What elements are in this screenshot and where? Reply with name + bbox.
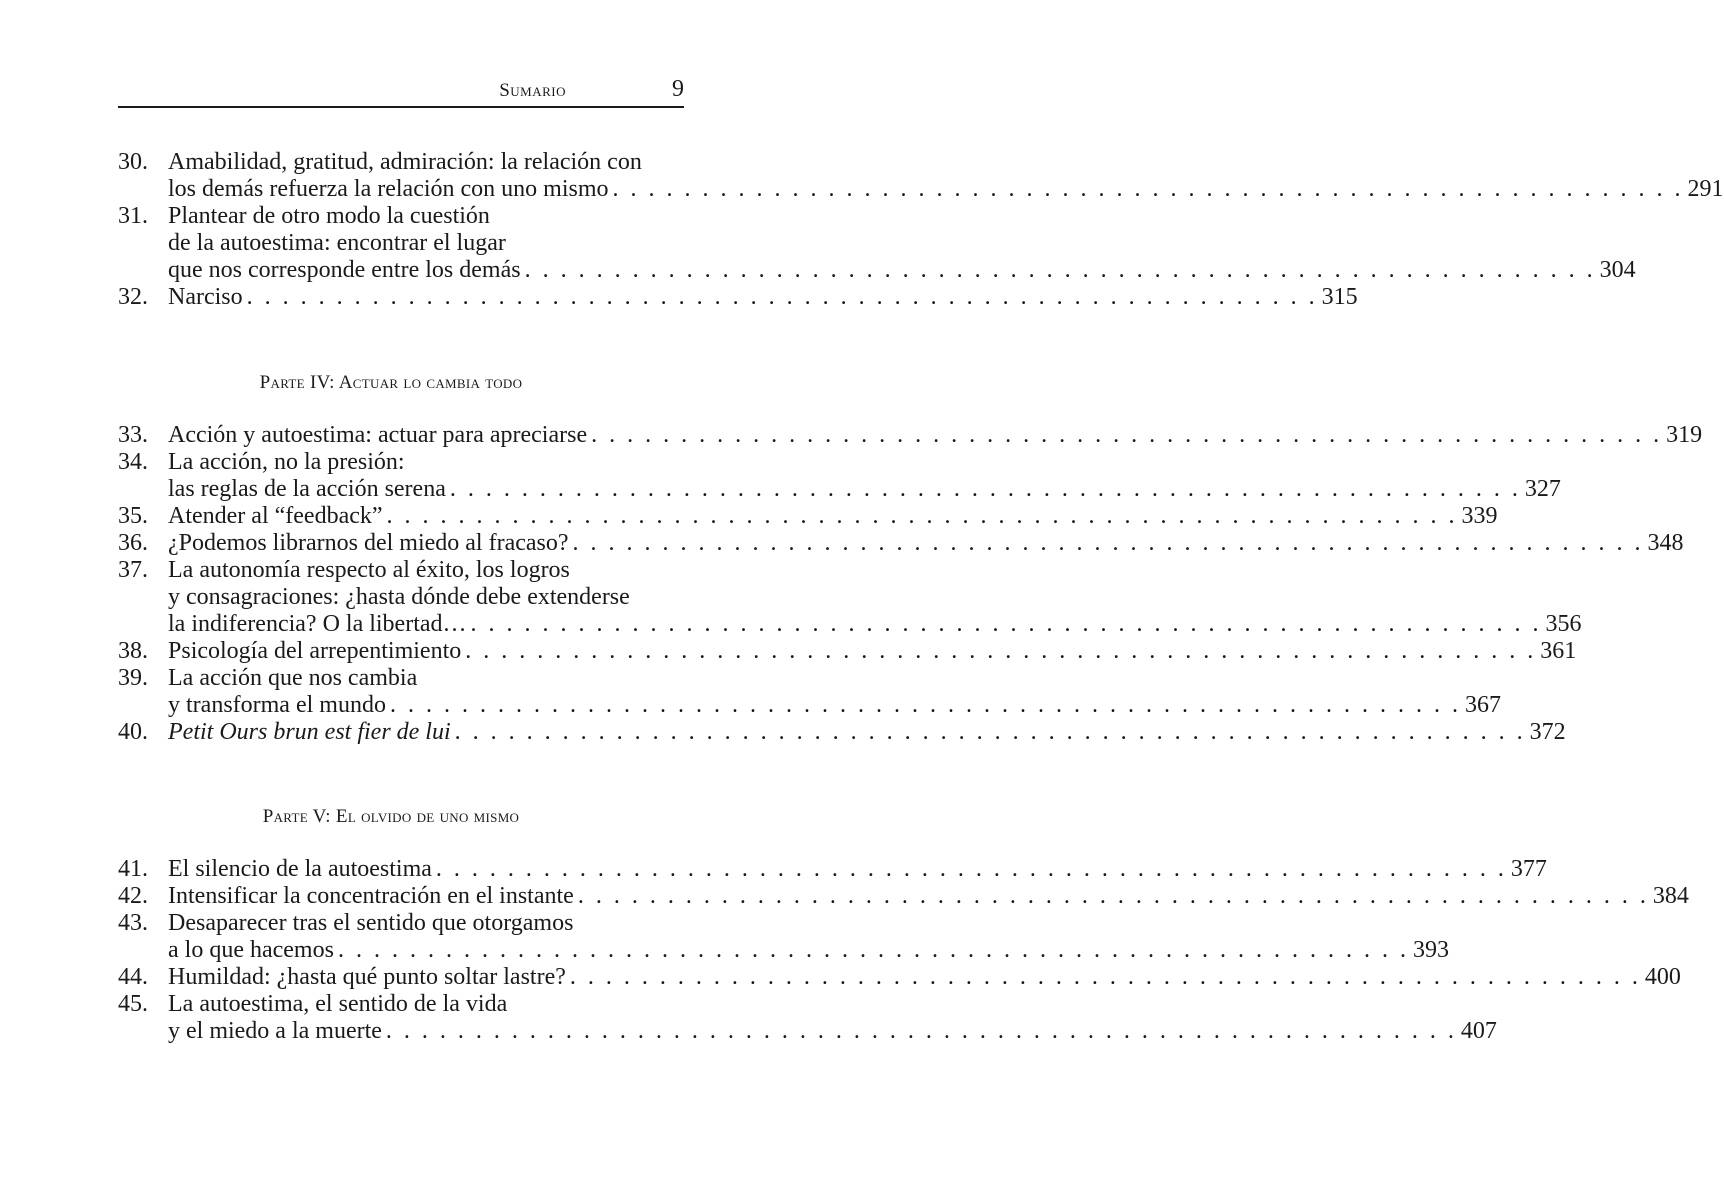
toc-entry (118, 284, 1358, 311)
toc-entry-line (118, 937, 1449, 964)
toc-entry-page: 348 (1647, 530, 1684, 556)
toc-entry-title: Intensificar la concentración en el instante (168, 883, 574, 909)
toc-entry (118, 910, 1449, 964)
dot-leader: . . . . . . . . . . . . . . . . . . . . . . . . . . . . . . . . . . . . . . . . . . . . . . . . . . . . . . . . . . . . (569, 964, 1641, 990)
dot-leader: . . . . . . . . . . . . . . . . . . . . . . . . . . . . . . . . . . . . . . . . . . . . . . . . . . . . . . . . . . . . (577, 883, 1649, 909)
toc-entry-line (118, 422, 1703, 449)
toc-entry-line (118, 665, 680, 692)
toc-entry-page: 327 (1524, 476, 1561, 502)
toc-entry-title: Amabilidad, gratitud, admiración: la relación con (168, 149, 642, 175)
toc-entry (118, 719, 1566, 746)
toc-entry-line (118, 284, 1358, 311)
toc-group-part5 (118, 856, 1689, 1045)
toc-entry-number: 41. (118, 856, 148, 882)
toc-entry (118, 530, 1684, 557)
toc-entry-line (118, 1018, 1497, 1045)
toc-entry-page: 393 (1412, 937, 1449, 963)
dot-leader: . . . . . . . . . . . . . . . . . . . . . . . . . . . . . . . . . . . . . . . . . . . . . . . . . . . . . . . . . . . . (386, 503, 1458, 529)
toc-entry-title: Humildad: ¿hasta qué punto soltar lastre? (168, 964, 566, 990)
toc-entry-title: los demás refuerza la relación con uno mismo (168, 176, 609, 202)
running-head (118, 74, 684, 108)
running-head-title: Sumario (499, 80, 566, 101)
toc-entry (118, 149, 1724, 203)
toc-group-part3-continued (118, 149, 1724, 311)
toc-entry-title: Atender al “feedback” (168, 503, 383, 529)
toc-entry (118, 883, 1689, 910)
toc-entry (118, 638, 1577, 665)
toc-entry (118, 964, 1681, 991)
toc-entry-line (118, 584, 680, 611)
toc-entry-line (118, 449, 680, 476)
toc-entry-line (118, 964, 1681, 991)
toc-entry-number: 32. (118, 284, 148, 310)
toc-entry-title: y el miedo a la muerte (168, 1018, 382, 1044)
toc-entry-title: La autoestima, el sentido de la vida (168, 991, 508, 1017)
dot-leader: . . . . . . . . . . . . . . . . . . . . . . . . . . . . . . . . . . . . . . . . . . . . . . . . . . . . . . . . . . . . (612, 176, 1684, 202)
toc-entry (118, 991, 1497, 1045)
toc-entry-title: La autonomía respecto al éxito, los logros (168, 557, 570, 583)
toc-entry-number: 33. (118, 422, 148, 448)
toc-entry-line (118, 149, 680, 176)
dot-leader: . . . . . . . . . . . . . . . . . . . . . . . . . . . . . . . . . . . . . . . . . . . . . . . . . . . . . . . . . . . . (435, 856, 1507, 882)
dot-leader: . . . . . . . . . . . . . . . . . . . . . . . . . . . . . . . . . . . . . . . . . . . . . . . . . . . . . . . . . . . . (465, 638, 1537, 664)
toc-entry-title: y consagraciones: ¿hasta dónde debe extenderse (168, 584, 630, 610)
dot-leader: . . . . . . . . . . . . . . . . . . . . . . . . . . . . . . . . . . . . . . . . . . . . . . . . . . . . . . . . . . . . (449, 476, 1521, 502)
toc-entry-title: Acción y autoestima: actuar para apreciarse (168, 422, 588, 448)
toc-entry-title: la indiferencia? O la libertad… (168, 611, 467, 637)
toc-entry-number: 42. (118, 883, 148, 909)
toc-entry-title: y transforma el mundo (168, 692, 386, 718)
toc-entry-number: 40. (118, 719, 148, 745)
toc-entry-title: El silencio de la autoestima (168, 856, 432, 882)
toc-entry-page: 291 (1687, 176, 1724, 202)
toc-entry-line (118, 230, 680, 257)
toc-entry-page: 339 (1461, 503, 1498, 529)
toc-entry-page: 407 (1460, 1018, 1497, 1044)
toc-entry-number: 35. (118, 503, 148, 529)
toc-entry-line (118, 203, 680, 230)
toc-entry-title: La acción, no la presión: (168, 449, 405, 475)
toc-entry-title: las reglas de la acción serena (168, 476, 446, 502)
toc-entry-page: 356 (1545, 611, 1582, 637)
toc-entry-line (118, 503, 1498, 530)
toc-entry-title: Psicología del arrepentimiento (168, 638, 462, 664)
toc-entry-number: 36. (118, 530, 148, 556)
toc-entry (118, 449, 1561, 503)
toc-entry-number: 30. (118, 149, 148, 175)
toc-entry-number: 45. (118, 991, 148, 1017)
toc-entry-page: 361 (1540, 638, 1577, 664)
toc-entry-number: 34. (118, 449, 148, 475)
dot-leader: . . . . . . . . . . . . . . . . . . . . . . . . . . . . . . . . . . . . . . . . . . . . . . . . . . . . . . . . . . . . (246, 284, 1318, 310)
toc-entry-line (118, 692, 1501, 719)
toc-entry-title: Petit Ours brun est fier de lui (168, 719, 451, 745)
toc-entry-number: 39. (118, 665, 148, 691)
toc-entry (118, 665, 1501, 719)
toc-entry-number: 37. (118, 557, 148, 583)
toc-entry-number: 31. (118, 203, 148, 229)
page-number: 9 (672, 76, 684, 102)
toc-entry-line (118, 910, 680, 937)
toc-entry-number: 44. (118, 964, 148, 990)
toc-entry-line (118, 611, 1582, 638)
toc-entry-page: 377 (1510, 856, 1547, 882)
toc-entry-title: que nos corresponde entre los demás (168, 257, 521, 283)
toc-group-part4 (118, 422, 1703, 746)
toc-entry (118, 503, 1498, 530)
toc-entry-page: 372 (1529, 719, 1566, 745)
toc-entry-line (118, 719, 1566, 746)
toc-entry-page: 319 (1666, 422, 1703, 448)
section-title-part4: Parte IV: Actuar lo cambia todo (259, 372, 523, 393)
toc-entry-title: Narciso (168, 284, 243, 310)
toc-entry-page: 367 (1464, 692, 1501, 718)
toc-entry-line (118, 476, 1561, 503)
dot-leader: . . . . . . . . . . . . . . . . . . . . . . . . . . . . . . . . . . . . . . . . . . . . . . . . . . . . . . . . . . . . (524, 257, 1596, 283)
toc-entry-title: a lo que hacemos (168, 937, 334, 963)
toc-entry-page: 400 (1644, 964, 1681, 990)
toc-entry-page: 384 (1652, 883, 1689, 909)
toc-entry-title: Desaparecer tras el sentido que otorgamos (168, 910, 574, 936)
section-title-part5: Parte V: El olvido de uno mismo (262, 806, 520, 827)
toc-entry-line (118, 176, 1724, 203)
toc-entry-line (118, 257, 1636, 284)
toc-entry-title: La acción que nos cambia (168, 665, 418, 691)
toc-entry-line (118, 883, 1689, 910)
dot-leader: . . . . . . . . . . . . . . . . . . . . . . . . . . . . . . . . . . . . . . . . . . . . . . . . . . . . . . . . . . . . (470, 611, 1542, 637)
toc-entry-page: 315 (1321, 284, 1358, 310)
toc-entry-title: Plantear de otro modo la cuestión (168, 203, 490, 229)
toc-entry-line (118, 856, 1547, 883)
toc-entry-line (118, 638, 1577, 665)
dot-leader: . . . . . . . . . . . . . . . . . . . . . . . . . . . . . . . . . . . . . . . . . . . . . . . . . . . . . . . . . . . . (454, 719, 1526, 745)
dot-leader: . . . . . . . . . . . . . . . . . . . . . . . . . . . . . . . . . . . . . . . . . . . . . . . . . . . . . . . . . . . . (385, 1018, 1457, 1044)
toc-entry-title: de la autoestima: encontrar el lugar (168, 230, 506, 256)
toc-entry-title: ¿Podemos librarnos del miedo al fracaso? (168, 530, 569, 556)
toc-entry-page: 304 (1599, 257, 1636, 283)
dot-leader: . . . . . . . . . . . . . . . . . . . . . . . . . . . . . . . . . . . . . . . . . . . . . . . . . . . . . . . . . . . . (572, 530, 1644, 556)
dot-leader: . . . . . . . . . . . . . . . . . . . . . . . . . . . . . . . . . . . . . . . . . . . . . . . . . . . . . . . . . . . . (337, 937, 1409, 963)
toc-entry (118, 557, 1582, 638)
dot-leader: . . . . . . . . . . . . . . . . . . . . . . . . . . . . . . . . . . . . . . . . . . . . . . . . . . . . . . . . . . . . (591, 422, 1663, 448)
toc-entry-number: 43. (118, 910, 148, 936)
toc-entry-number: 38. (118, 638, 148, 664)
toc-entry-line (118, 991, 680, 1018)
toc-entry (118, 422, 1703, 449)
toc-entry-line (118, 530, 1684, 557)
toc-entry-line (118, 557, 680, 584)
dot-leader: . . . . . . . . . . . . . . . . . . . . . . . . . . . . . . . . . . . . . . . . . . . . . . . . . . . . . . . . . . . . (389, 692, 1461, 718)
toc-entry (118, 856, 1547, 883)
toc-entry (118, 203, 1636, 284)
